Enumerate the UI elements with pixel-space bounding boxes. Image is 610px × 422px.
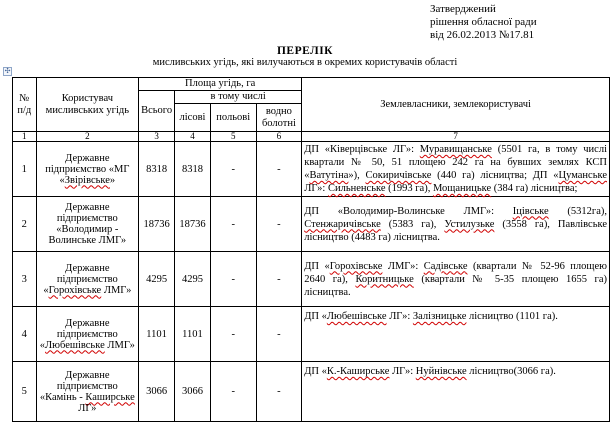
- row-num: 1: [13, 142, 37, 197]
- row-forest: 1101: [175, 307, 211, 362]
- row-total: 4295: [139, 252, 175, 307]
- column-number: 3: [139, 132, 175, 142]
- document-title: ПЕРЕЛІК: [276, 45, 334, 57]
- header-user: Користувач мисливських угідь: [36, 78, 139, 132]
- table-row: [13, 307, 610, 362]
- approval-line-2: рішення обласної ради: [430, 16, 537, 28]
- row-user: Державне підприємство «Володимир - Волинське ЛМГ»: [36, 197, 139, 252]
- row-num: 2: [13, 197, 37, 252]
- row-forest: 18736: [175, 197, 211, 252]
- row-user: Державне підприємство «Любешівське ЛМГ»: [36, 307, 139, 362]
- column-number: 6: [256, 132, 302, 142]
- approval-line-3: від 26.02.2013 №17.81: [430, 29, 535, 41]
- row-forest: 4295: [175, 252, 211, 307]
- table-row: [13, 252, 610, 307]
- row-water: -: [256, 307, 302, 362]
- row-field: -: [210, 252, 256, 307]
- row-water: -: [256, 362, 302, 422]
- row-owners: ДП «Любешівське ЛГ»: Залізницьке лісництво (1101 га).: [302, 307, 610, 362]
- row-forest: 3066: [175, 362, 211, 422]
- header-water: водно болотні: [256, 104, 302, 132]
- row-user: Державне підприємство «МГ «Звірівське»: [36, 142, 139, 197]
- header-forest: лісові: [175, 104, 211, 132]
- approval-block: [430, 3, 537, 42]
- row-total: 8318: [139, 142, 175, 197]
- row-owners: ДП «Володимир-Волинське ЛМГ»: Іцівське (5312га), Стенжаричівське (5383 га), Устилузьке (3558 га), Павлівське лісництво (4483 га) лісництва.: [302, 197, 610, 252]
- row-num: 4: [13, 307, 37, 362]
- row-field: -: [210, 307, 256, 362]
- row-water: -: [256, 142, 302, 197]
- row-water: -: [256, 197, 302, 252]
- row-field: -: [210, 142, 256, 197]
- table-row: [13, 362, 610, 422]
- row-forest: 8318: [175, 142, 211, 197]
- table-move-handle-icon[interactable]: ✣: [4, 67, 11, 75]
- document-subtitle: мисливських угідь, які вилучаються в окремих користувачів області: [152, 57, 458, 68]
- row-field: -: [210, 362, 256, 422]
- row-num: 5: [13, 362, 37, 422]
- row-total: 18736: [139, 197, 175, 252]
- column-number: 5: [210, 132, 256, 142]
- approval-line-1: Затверджений: [430, 3, 496, 15]
- row-num: 3: [13, 252, 37, 307]
- column-number: 2: [36, 132, 139, 142]
- row-user: Державне підприємство «Горохівське ЛМГ»: [36, 252, 139, 307]
- header-including: в тому числі: [175, 91, 302, 104]
- row-total: 3066: [139, 362, 175, 422]
- header-total: Всього: [139, 91, 175, 132]
- row-field: -: [210, 197, 256, 252]
- header-num: № п/д: [13, 78, 37, 132]
- header-owners: Землевласники, землекористувачі: [302, 78, 610, 132]
- row-owners: ДП «Горохівське ЛМГ»: Садівське (квартали № 52-96 площею 2640 га), Коритницьке (квартали № 5-35 площею 1655 га) лісництва.: [302, 252, 610, 307]
- row-user: Державне підприємство «Камінь - Каширське ЛГ»: [36, 362, 139, 422]
- hunting-grounds-table: [12, 77, 610, 422]
- column-number: 1: [13, 132, 37, 142]
- column-number: 7: [302, 132, 610, 142]
- row-owners: ДП «К.-Каширське ЛГ»: Нуйнівське лісництво(3066 га).: [302, 362, 610, 422]
- table-row: [13, 197, 610, 252]
- table-row: [13, 142, 610, 197]
- header-area: Площа угідь, га: [139, 78, 302, 91]
- header-field: польові: [210, 104, 256, 132]
- row-total: 1101: [139, 307, 175, 362]
- row-water: -: [256, 252, 302, 307]
- column-number: 4: [175, 132, 211, 142]
- row-owners: ДП «Ківерцівське ЛГ»: Муравищанське (5501 га, в тому числі квартали № 50, 51 площею 242 га на бувших землях КСП «Ватутіна»), Сокиричівське (440 га) лісництва; ДП «Цуманське ЛГ»: Сильненське (1993 га), Мощаницьке (384 га) лісництва;: [302, 142, 610, 197]
